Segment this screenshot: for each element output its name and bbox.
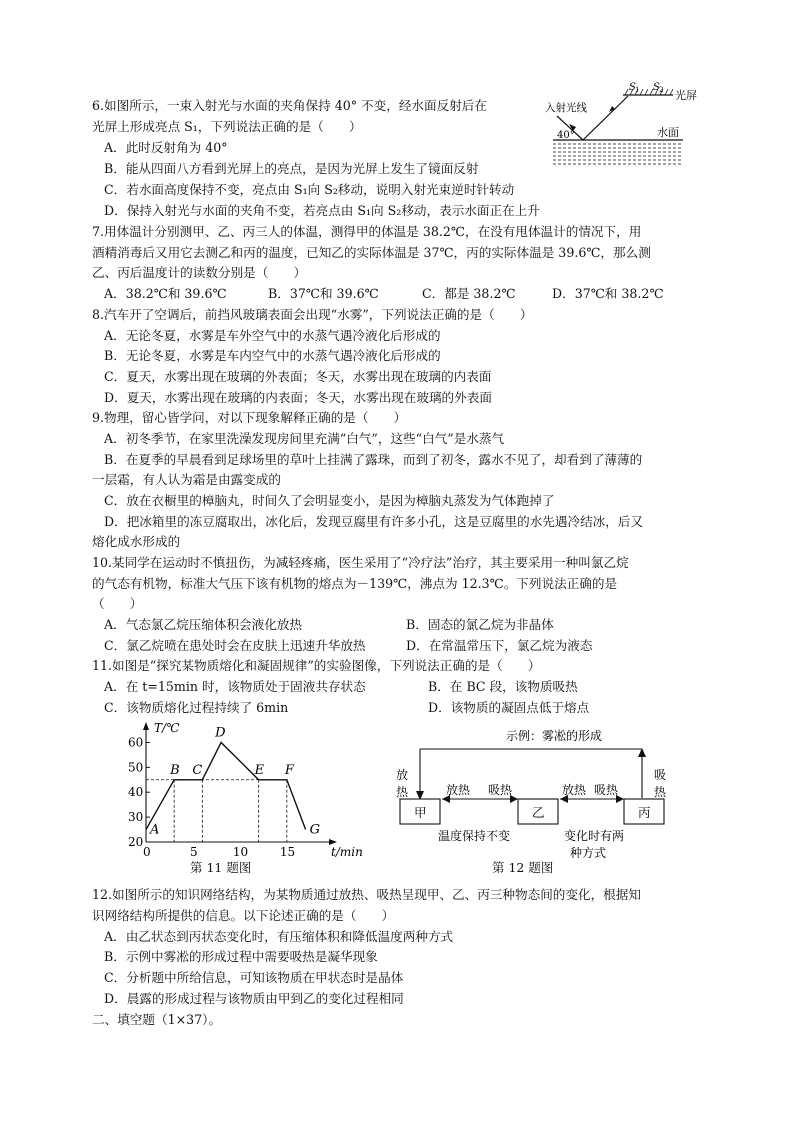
- angle-label: 40°: [557, 130, 575, 141]
- q9-option-b-line2: 一层霜，有人认为霜是由露变成的: [92, 472, 281, 487]
- section-2-heading: 二、填空题（1×37）。: [92, 1012, 222, 1027]
- label-two-ways-1: 变化时有两: [564, 829, 625, 843]
- q12-option-d: D．晨露的形成过程与该物质由甲到乙的变化过程相同: [104, 991, 404, 1006]
- q8-stem: 8.汽车开了空调后，前挡风玻璃表面会出现“水雾”，下列说法正确的是（ ）: [92, 307, 533, 322]
- x-tick-label: 0: [143, 845, 151, 859]
- q12-stem-line1: 12.如图所示的知识网络结构，为某物质通过放热、吸热呈现甲、乙、丙三种物态间的变化，根据知: [92, 887, 641, 902]
- q7-option-b: B．37℃和 39.6℃: [268, 286, 379, 301]
- q10-option-a: A．气态氯乙烷压缩体积会液化放热: [104, 617, 303, 632]
- q7-option-c: C．都是 38.2℃: [422, 286, 516, 301]
- point-label-g: G: [309, 822, 321, 838]
- q9-stem: 9.物理，留心皆学问，对以下现象解释正确的是（ ）: [92, 410, 407, 425]
- s2-label: S: [653, 82, 660, 93]
- q9-option-b-line1: B．在夏季的早晨看到足球场里的草叶上挂满了露珠，而到了初冬，露水不见了，却看到了薄薄的: [104, 452, 643, 467]
- x-tick-label: 10: [232, 845, 249, 859]
- y-axis-arrow: [143, 722, 149, 730]
- q11-option-a: A．在 t=15min 时，该物质处于固液共存状态: [104, 679, 366, 694]
- q7-option-d: D．37℃和 38.2℃: [552, 286, 664, 301]
- q6-option-b: B．能从四面八方看到光屏上的亮点，是因为光屏上发生了镜面反射: [104, 161, 479, 176]
- q7-stem-line3: 乙、丙后温度计的读数分别是（ ）: [92, 265, 307, 280]
- q10-option-b: B．固态的氯乙烷为非晶体: [406, 617, 554, 632]
- q12-option-b: B．示例中雾凇的形成过程中需要吸热是凝华现象: [104, 949, 378, 964]
- point-label-b: B: [170, 762, 180, 778]
- s1-subscript: 1: [635, 86, 640, 94]
- q6-stem-line1: 6.如图所示，一束入射光与水面的夹角保持 40° 不变，经水面反射后在: [92, 98, 487, 113]
- x-tick-label: 5: [189, 845, 198, 859]
- temperature-curve: [146, 742, 306, 829]
- y-tick-label: 30: [128, 810, 144, 825]
- label-temp-constant: 温度保持不变: [438, 829, 511, 843]
- q8-option-d: D．夏天，水雾出现在玻璃的内表面；冬天，水雾出现在玻璃的外表面: [104, 390, 492, 405]
- q10-stem-line1: 10.某同学在运动时不慎扭伤，为减轻疼痛，医生采用了“冷疗法”治疗，其主要采用一种叫氯乙烷: [92, 555, 629, 570]
- right-absorb-char1: 吸: [654, 768, 667, 782]
- q10-option-d: D．在常温常压下，氯乙烷为液态: [406, 638, 593, 653]
- q6-light-figure: [535, 78, 715, 178]
- point-label-a: A: [150, 822, 160, 838]
- diagram-title: 示例：雾凇的形成: [506, 729, 603, 743]
- y-tick-label: 20: [128, 835, 144, 849]
- x-axis-label: t/min: [331, 845, 363, 859]
- box-yi: 乙: [532, 805, 545, 820]
- s1-label: S: [629, 82, 636, 93]
- q11-stem: 11.如图是“探究某物质熔化和凝固规律”的实验图像，下列说法正确的是（ ）: [92, 658, 541, 673]
- box-jia: 甲: [414, 805, 427, 820]
- q10-stem-line3: （ ）: [92, 596, 143, 611]
- box-bing: 丙: [638, 805, 651, 820]
- left-release-char1: 放: [396, 768, 409, 782]
- q8-option-a: A．无论冬夏，水雾是车外空气中的水蒸气遇冷液化后形成的: [104, 328, 441, 343]
- q11-option-c: C．该物质熔化过程持续了 6min: [104, 700, 289, 715]
- q12-option-c: C．分析题中所给信息，可知该物质在甲状态时是晶体: [104, 970, 404, 985]
- y-tick-label: 50: [128, 760, 144, 775]
- q10-stem-line2: 的气态有机物，标准大气压下该有机物的熔点为－139℃，沸点为 12.3℃。下列说法正确的是: [92, 576, 618, 591]
- incident-ray-label: 入射光线: [545, 102, 587, 114]
- q8-option-c: C．夏天，水雾出现在玻璃的外表面；冬天，水雾出现在玻璃的内表面: [104, 369, 492, 384]
- point-label-e: E: [254, 762, 265, 778]
- screen-label: 光屏: [675, 89, 697, 102]
- q11-option-d: D．该物质的凝固点低于熔点: [428, 700, 590, 715]
- right-absorb-char2: 热: [654, 785, 667, 799]
- q12-state-diagram: [390, 726, 690, 866]
- q12-option-a: A．由乙状态到丙状态变化时，有压缩体积和降低温度两种方式: [104, 929, 454, 944]
- q11-caption: 第 11 题图: [190, 860, 252, 875]
- q11-temperature-chart: [110, 718, 380, 863]
- q7-option-a: A．38.2℃和 39.6℃: [104, 286, 227, 301]
- q6-option-c: C．若水面高度保持不变，亮点由 S₁向 S₂移动，说明入射光束逆时针转动: [104, 182, 515, 197]
- q11-option-b: B．在 BC 段，该物质吸热: [428, 679, 578, 694]
- label-two-ways-2: 种方式: [570, 846, 607, 860]
- q9-option-d-line2: 熔化成水形成的: [92, 534, 181, 549]
- q6-stem-line2: 光屏上形成亮点 S₁，下列说法正确的是（ ）: [92, 119, 362, 134]
- label-release-right: 放热: [562, 783, 587, 797]
- point-label-f: F: [284, 762, 294, 778]
- q8-option-b: B．无论冬夏，水雾是车内空气中的水蒸气遇冷液化后形成的: [104, 348, 441, 363]
- q7-stem-line2: 酒精消毒后又用它去测乙和丙的温度，已知乙的实际体温是 37℃，丙的实际体温是 39.6℃，那么测: [92, 245, 651, 260]
- y-axis-label: T/℃: [154, 721, 180, 735]
- s2-subscript: 2: [659, 86, 664, 94]
- label-absorb-right: 吸热: [594, 783, 619, 797]
- y-tick-label: 60: [128, 735, 144, 750]
- label-release-left: 放热: [446, 783, 471, 797]
- q12-caption: 第 12 题图: [492, 860, 554, 875]
- q6-option-d: D．保持入射光与水面的夹角不变，若亮点由 S₁向 S₂移动，表示水面正在上升: [104, 203, 540, 218]
- point-label-d: D: [215, 725, 226, 741]
- x-tick-label: 15: [279, 845, 296, 859]
- q9-option-c: C．放在衣橱里的樟脑丸，时间久了会明显变小，是因为樟脑丸蒸发为气体跑掉了: [104, 493, 555, 508]
- point-label-c: C: [192, 762, 203, 778]
- q12-stem-line2: 识网络结构所提供的信息。以下论述正确的是（ ）: [92, 908, 395, 923]
- q7-stem-line1: 7.用体温计分别测甲、乙、丙三人的体温，测得甲的体温是 38.2℃，在没有甩体温计的情况下，用: [92, 224, 642, 239]
- q9-option-a: A．初冬季节，在家里洗澡发现房间里充满“白气”，这些“白气”是水蒸气: [104, 431, 505, 446]
- water-label: 水面: [657, 126, 679, 139]
- q6-option-a: A．此时反射角为 40°: [104, 140, 228, 155]
- label-absorb-left: 吸热: [488, 783, 513, 797]
- q9-option-d-line1: D．把冰箱里的冻豆腐取出，冰化后，发现豆腐里有许多小孔，这是豆腐里的水先遇冷结冰，后又: [104, 514, 644, 529]
- left-release-char2: 热: [396, 785, 409, 799]
- y-tick-label: 40: [128, 785, 144, 800]
- q10-option-c: C．氯乙烷喷在患处时会在皮肤上迅速升华放热: [104, 638, 366, 653]
